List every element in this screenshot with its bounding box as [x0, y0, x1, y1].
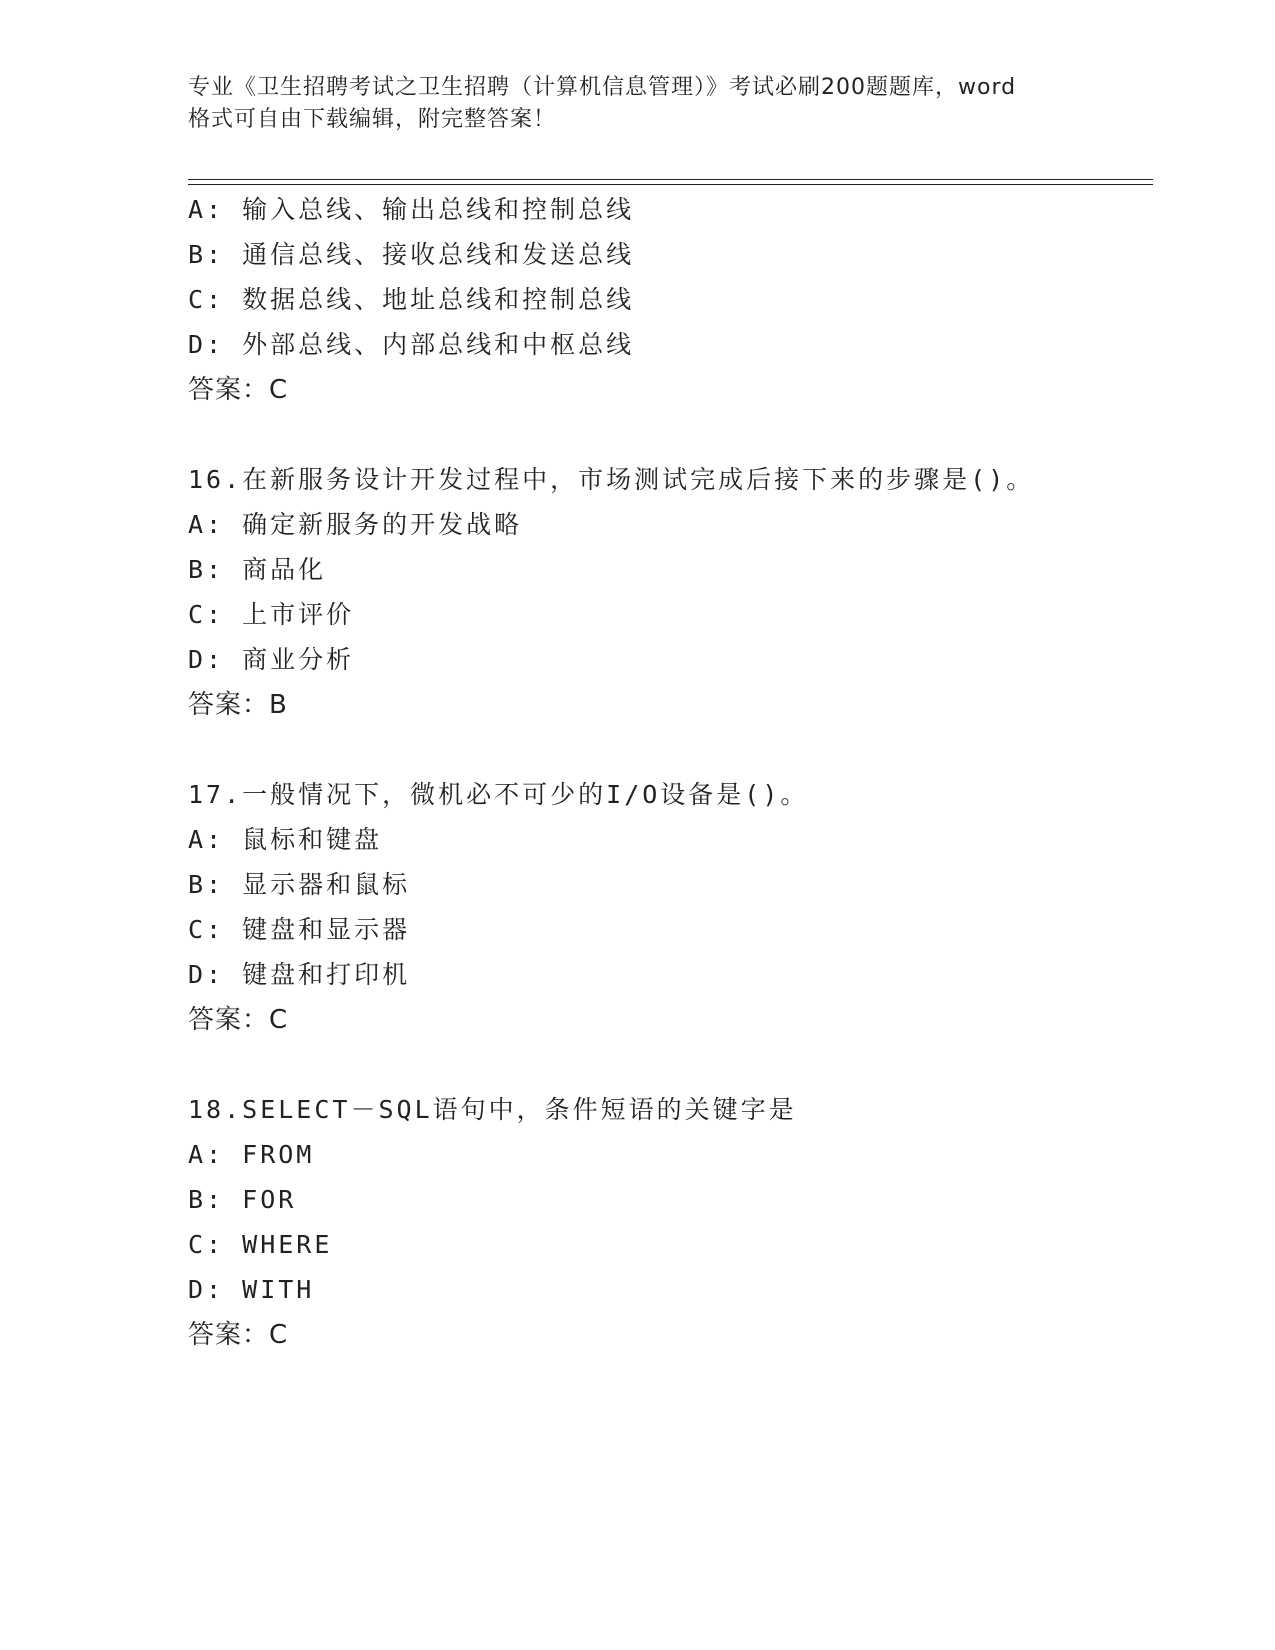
q18-option-b: B: FOR — [188, 1185, 297, 1214]
q15-option-b: B: 通信总线、接收总线和发送总线 — [188, 240, 635, 269]
header-line-1: 专业《卫生招聘考试之卫生招聘（计算机信息管理）》考试必刷200题题库，word — [188, 75, 1017, 100]
q16-option-a: A: 确定新服务的开发战略 — [188, 510, 523, 539]
q16-option-d: D: 商业分析 — [188, 645, 355, 674]
q15-answer: 答案：C — [188, 375, 289, 405]
q17-answer: 答案：C — [188, 1005, 289, 1035]
q15-option-a: A: 输入总线、输出总线和控制总线 — [188, 195, 635, 224]
header-divider-top — [188, 179, 1153, 180]
q18-question: 18.SELECT－SQL语句中，条件短语的关键字是 — [188, 1095, 797, 1124]
header-divider-bottom — [188, 184, 1153, 185]
q16-answer: 答案：B — [188, 690, 288, 720]
q17-question: 17.一般情况下，微机必不可少的I/O设备是()。 — [188, 780, 809, 809]
document-header — [188, 72, 1088, 136]
q16-option-b: B: 商品化 — [188, 555, 327, 584]
q17-option-b: B: 显示器和鼠标 — [188, 870, 411, 899]
q17-option-d: D: 键盘和打印机 — [188, 960, 411, 989]
q16-option-c: C: 上市评价 — [188, 600, 355, 629]
q18-option-d: D: WITH — [188, 1275, 315, 1304]
q18-option-a: A: FROM — [188, 1140, 315, 1169]
q17-option-c: C: 键盘和显示器 — [188, 915, 411, 944]
q15-option-c: C: 数据总线、地址总线和控制总线 — [188, 285, 635, 314]
q16-question: 16.在新服务设计开发过程中，市场测试完成后接下来的步骤是()。 — [188, 465, 1035, 494]
q18-option-c: C: WHERE — [188, 1230, 333, 1259]
q18-answer: 答案：C — [188, 1320, 289, 1350]
q17-option-a: A: 鼠标和键盘 — [188, 825, 383, 854]
header-line-2: 格式可自由下载编辑，附完整答案！ — [188, 107, 557, 132]
q15-option-d: D: 外部总线、内部总线和中枢总线 — [188, 330, 635, 359]
